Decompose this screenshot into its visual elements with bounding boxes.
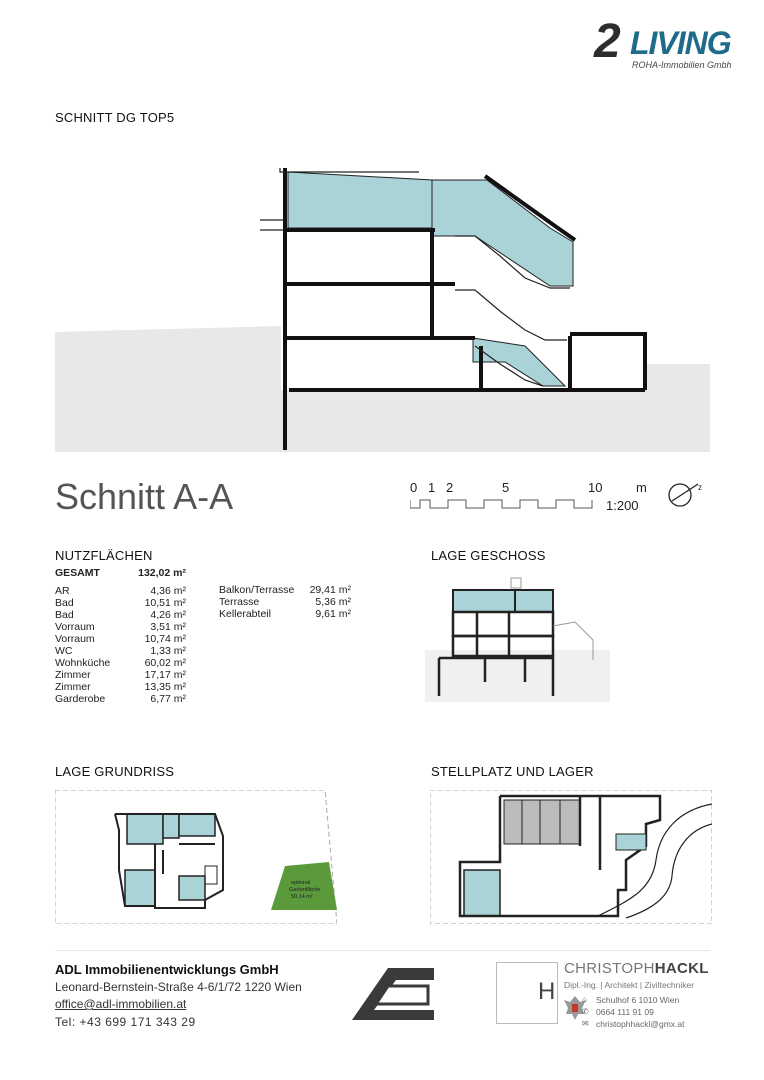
room-name: WC [55, 645, 73, 657]
room-area: 17,17 m² [144, 669, 186, 681]
scale-ruler [410, 498, 600, 510]
footer-company: ADL Immobilienentwicklungs GmbH [55, 962, 279, 977]
garden-line1: optional [291, 880, 311, 886]
outdoor-name: Kellerabteil [219, 608, 271, 620]
architect-initial: H [538, 978, 556, 1005]
garden-line2: Gartenfläche [289, 887, 321, 893]
outdoor-area: 5,36 m² [315, 596, 351, 608]
scale-unit: m [636, 480, 647, 495]
garden-area-value: 50,14 m² [291, 894, 313, 900]
table-row [55, 681, 186, 693]
outdoor-name: Terrasse [219, 596, 260, 608]
room-area: 4,36 m² [150, 585, 186, 597]
outdoor-area: 9,61 m² [315, 608, 351, 620]
mail-icon: ✉ [582, 1019, 589, 1028]
svg-text:z: z [698, 483, 702, 492]
room-area: 10,51 m² [144, 597, 186, 609]
room-area: 6,77 m² [150, 693, 186, 705]
current-floor-highlight [453, 590, 553, 612]
room-name: Bad [55, 609, 74, 621]
scale-tick-2: 2 [446, 480, 454, 495]
table-row [219, 596, 351, 608]
table-row [55, 645, 186, 657]
stair-middle [455, 290, 567, 340]
architect-subtitle: Dipl.-Ing. | Architekt | Ziviltechniker [564, 980, 695, 990]
total-label: GESAMT [55, 567, 100, 579]
table-row [55, 657, 186, 669]
room-area: 4,26 m² [150, 609, 186, 621]
logo-subtitle: ROHA-Immobilien Gmbh [632, 60, 732, 70]
lage-geschoss-drawing [425, 570, 610, 702]
stellplatz-title: STELLPLATZ UND LAGER [431, 764, 594, 779]
architect-phone: 0664 111 91 09 [596, 1007, 654, 1017]
outdoor-name: Balkon/Terrasse [219, 584, 295, 596]
footer-email-link[interactable]: office@adl-immobilien.at [55, 997, 187, 1011]
lage-grundriss-title: LAGE GRUNDRISS [55, 764, 175, 779]
adl-logo [352, 964, 442, 1022]
north-arrow-icon [666, 480, 708, 508]
stair-zone-bottom [473, 338, 565, 386]
table-row [55, 693, 186, 705]
garden-area [271, 862, 337, 910]
architect-email: christophhackl@gmx.at [596, 1019, 685, 1029]
footer-phone: Tel: +43 699 171 343 29 [55, 1015, 196, 1029]
room-area: 1,33 m² [150, 645, 186, 657]
room-area: 60,02 m² [144, 657, 186, 669]
scale-tick-1: 1 [428, 480, 436, 495]
scale-tick-0: 0 [410, 480, 418, 495]
room-name: Vorraum [55, 633, 95, 645]
room-area: 13,35 m² [144, 681, 186, 693]
home-icon: ⌂ [582, 995, 587, 1004]
room-area: 10,74 m² [144, 633, 186, 645]
table-row [55, 597, 186, 609]
room-name: Zimmer [55, 681, 91, 693]
attic-room [288, 172, 432, 228]
table-row [55, 621, 186, 633]
logo-number: 2 [594, 15, 621, 68]
roof-line [280, 168, 419, 172]
table-row [219, 608, 351, 620]
stair-zone-top [432, 180, 573, 286]
section-drawing [55, 150, 710, 452]
footer-divider [55, 950, 710, 951]
scale-ratio: 1:200 [606, 498, 639, 513]
logo-word: LIVING [630, 25, 731, 61]
phone-icon: ✆ [582, 1007, 589, 1016]
table-row [55, 633, 186, 645]
lage-grundriss-drawing [55, 790, 337, 924]
table-row [219, 584, 351, 596]
room-area: 3,51 m² [150, 621, 186, 633]
ground-left [55, 326, 281, 452]
scale-tick-5: 5 [502, 480, 510, 495]
lage-geschoss-title: LAGE GESCHOSS [431, 548, 546, 563]
total-value: 132,02 m² [138, 567, 186, 579]
section-title: SCHNITT DG TOP5 [55, 110, 175, 125]
architect-name: CHRISTOPHHACKL [564, 960, 709, 977]
outdoor-area-table [219, 584, 351, 620]
total-row [55, 567, 186, 579]
room-area-table [55, 567, 186, 705]
footer-address: Leonard-Bernstein-Straße 4-6/1/72 1220 Wien [55, 980, 302, 994]
table-row [55, 585, 186, 597]
room-name: Vorraum [55, 621, 95, 633]
room-name: Wohnküche [55, 657, 111, 669]
nutzflaechen-title: NUTZFLÄCHEN [55, 548, 153, 563]
table-row [55, 669, 186, 681]
scale-bar [410, 480, 650, 520]
outdoor-area: 29,41 m² [309, 584, 351, 596]
storage-highlight [464, 870, 500, 916]
scale-tick-10: 10 [588, 480, 603, 495]
drawing-title: Schnitt A-A [55, 476, 234, 517]
architect-address: Schulhof 6 1010 Wien [596, 995, 680, 1005]
room-name: Zimmer [55, 669, 91, 681]
stellplatz-drawing [430, 790, 712, 924]
room-name: AR [55, 585, 70, 597]
table-row [55, 609, 186, 621]
wall-right-low [570, 334, 645, 390]
room-name: Bad [55, 597, 74, 609]
company-logo [594, 15, 744, 74]
room-name: Garderobe [55, 693, 106, 705]
